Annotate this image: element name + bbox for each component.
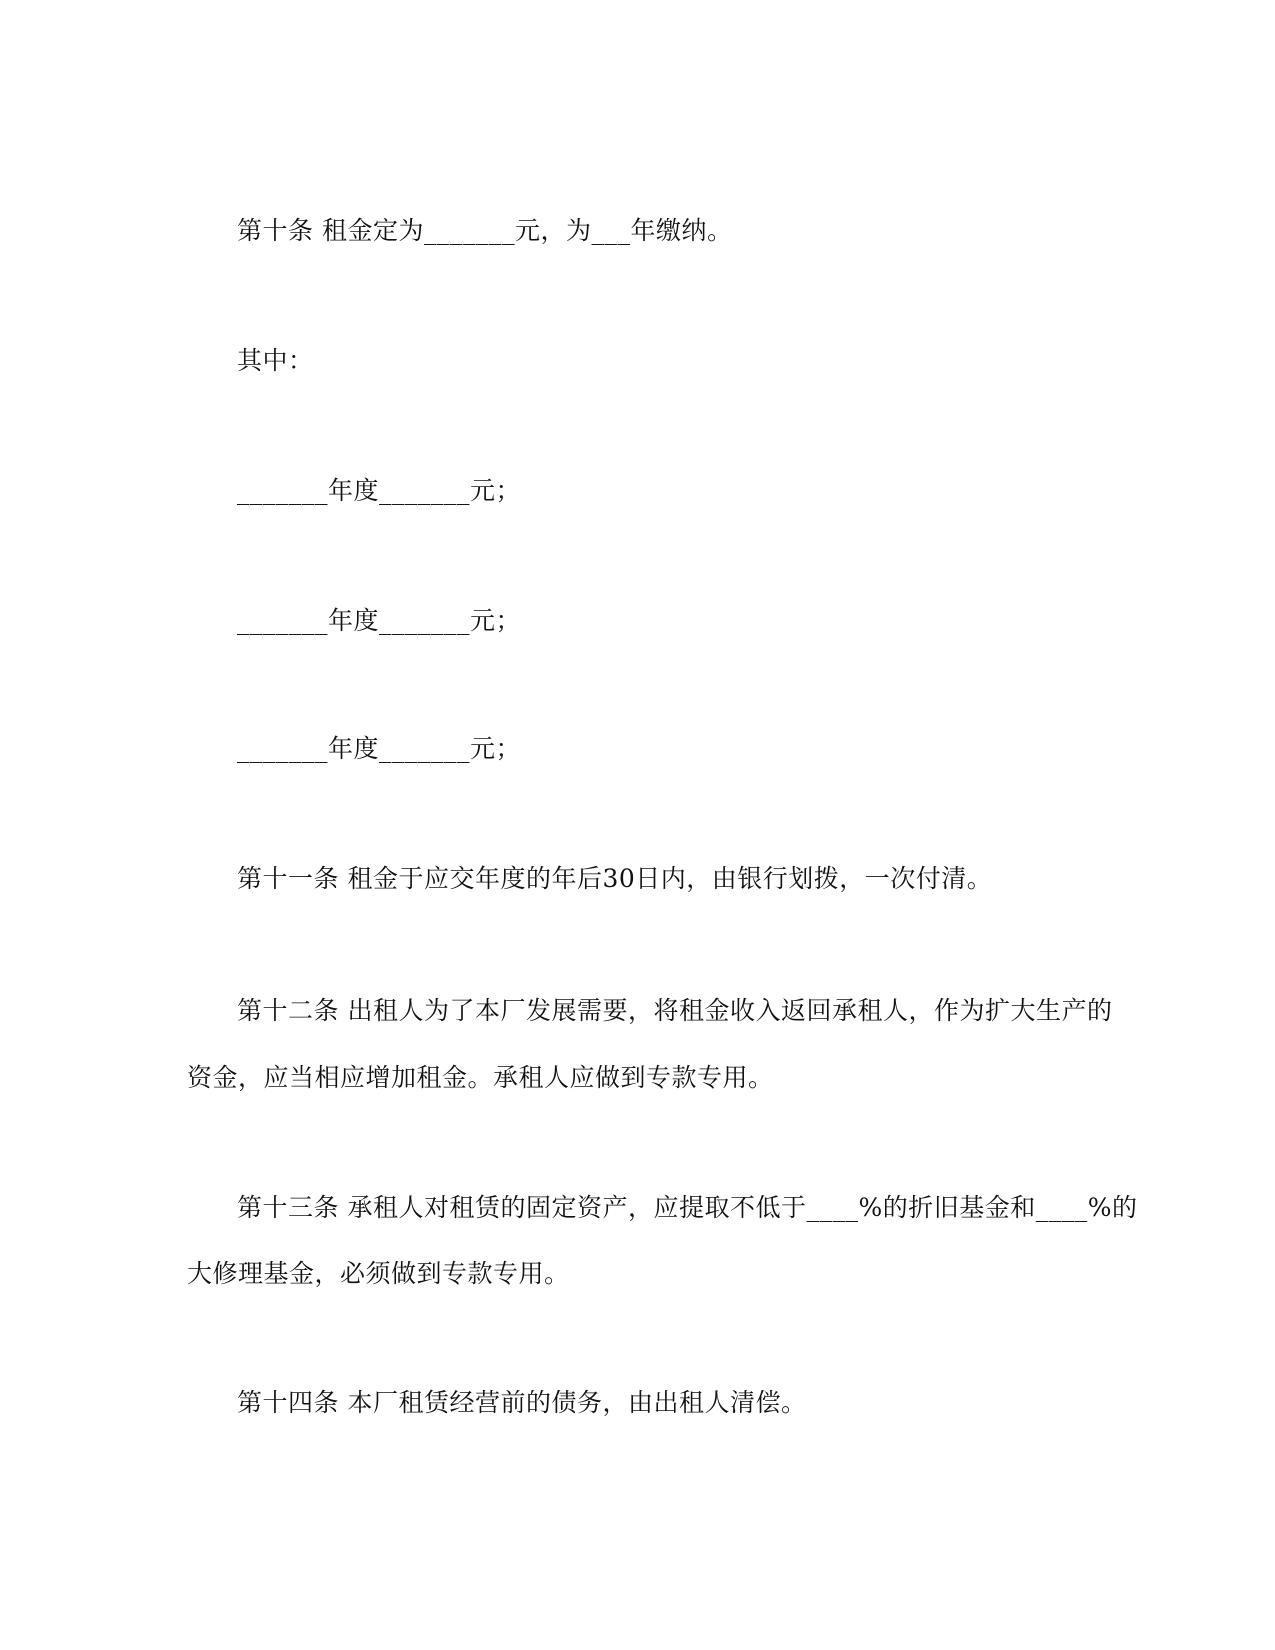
article-10-text: 第十条 租金定为_______元，为___年缴纳。 [237,216,733,245]
annual-rent-line-2: _______年度_______元； [237,606,522,635]
annual-rent-line-1: _______年度_______元； [237,476,522,505]
annual-rent-line-3: _______年度_______元； [237,734,522,763]
article-12-text-line-2: 资金，应当相应增加租金。承租人应做到专款专用。 [187,1063,774,1092]
article-13-text-line-1: 第十三条 承租人对租赁的固定资产，应提取不低于____%的折旧基金和____%的 [237,1193,1138,1222]
article-14-text: 第十四条 本厂租赁经营前的债务，由出租人清偿。 [237,1388,807,1417]
among-them-label: 其中： [237,346,314,375]
article-13-text-line-2: 大修理基金，必须做到专款专用。 [187,1259,570,1288]
article-11-text: 第十一条 租金于应交年度的年后30日内，由银行划拨，一次付清。 [237,864,993,893]
article-12-text-line-1: 第十二条 出租人为了本厂发展需要，将租金收入返回承租人，作为扩大生产的 [237,996,1113,1025]
